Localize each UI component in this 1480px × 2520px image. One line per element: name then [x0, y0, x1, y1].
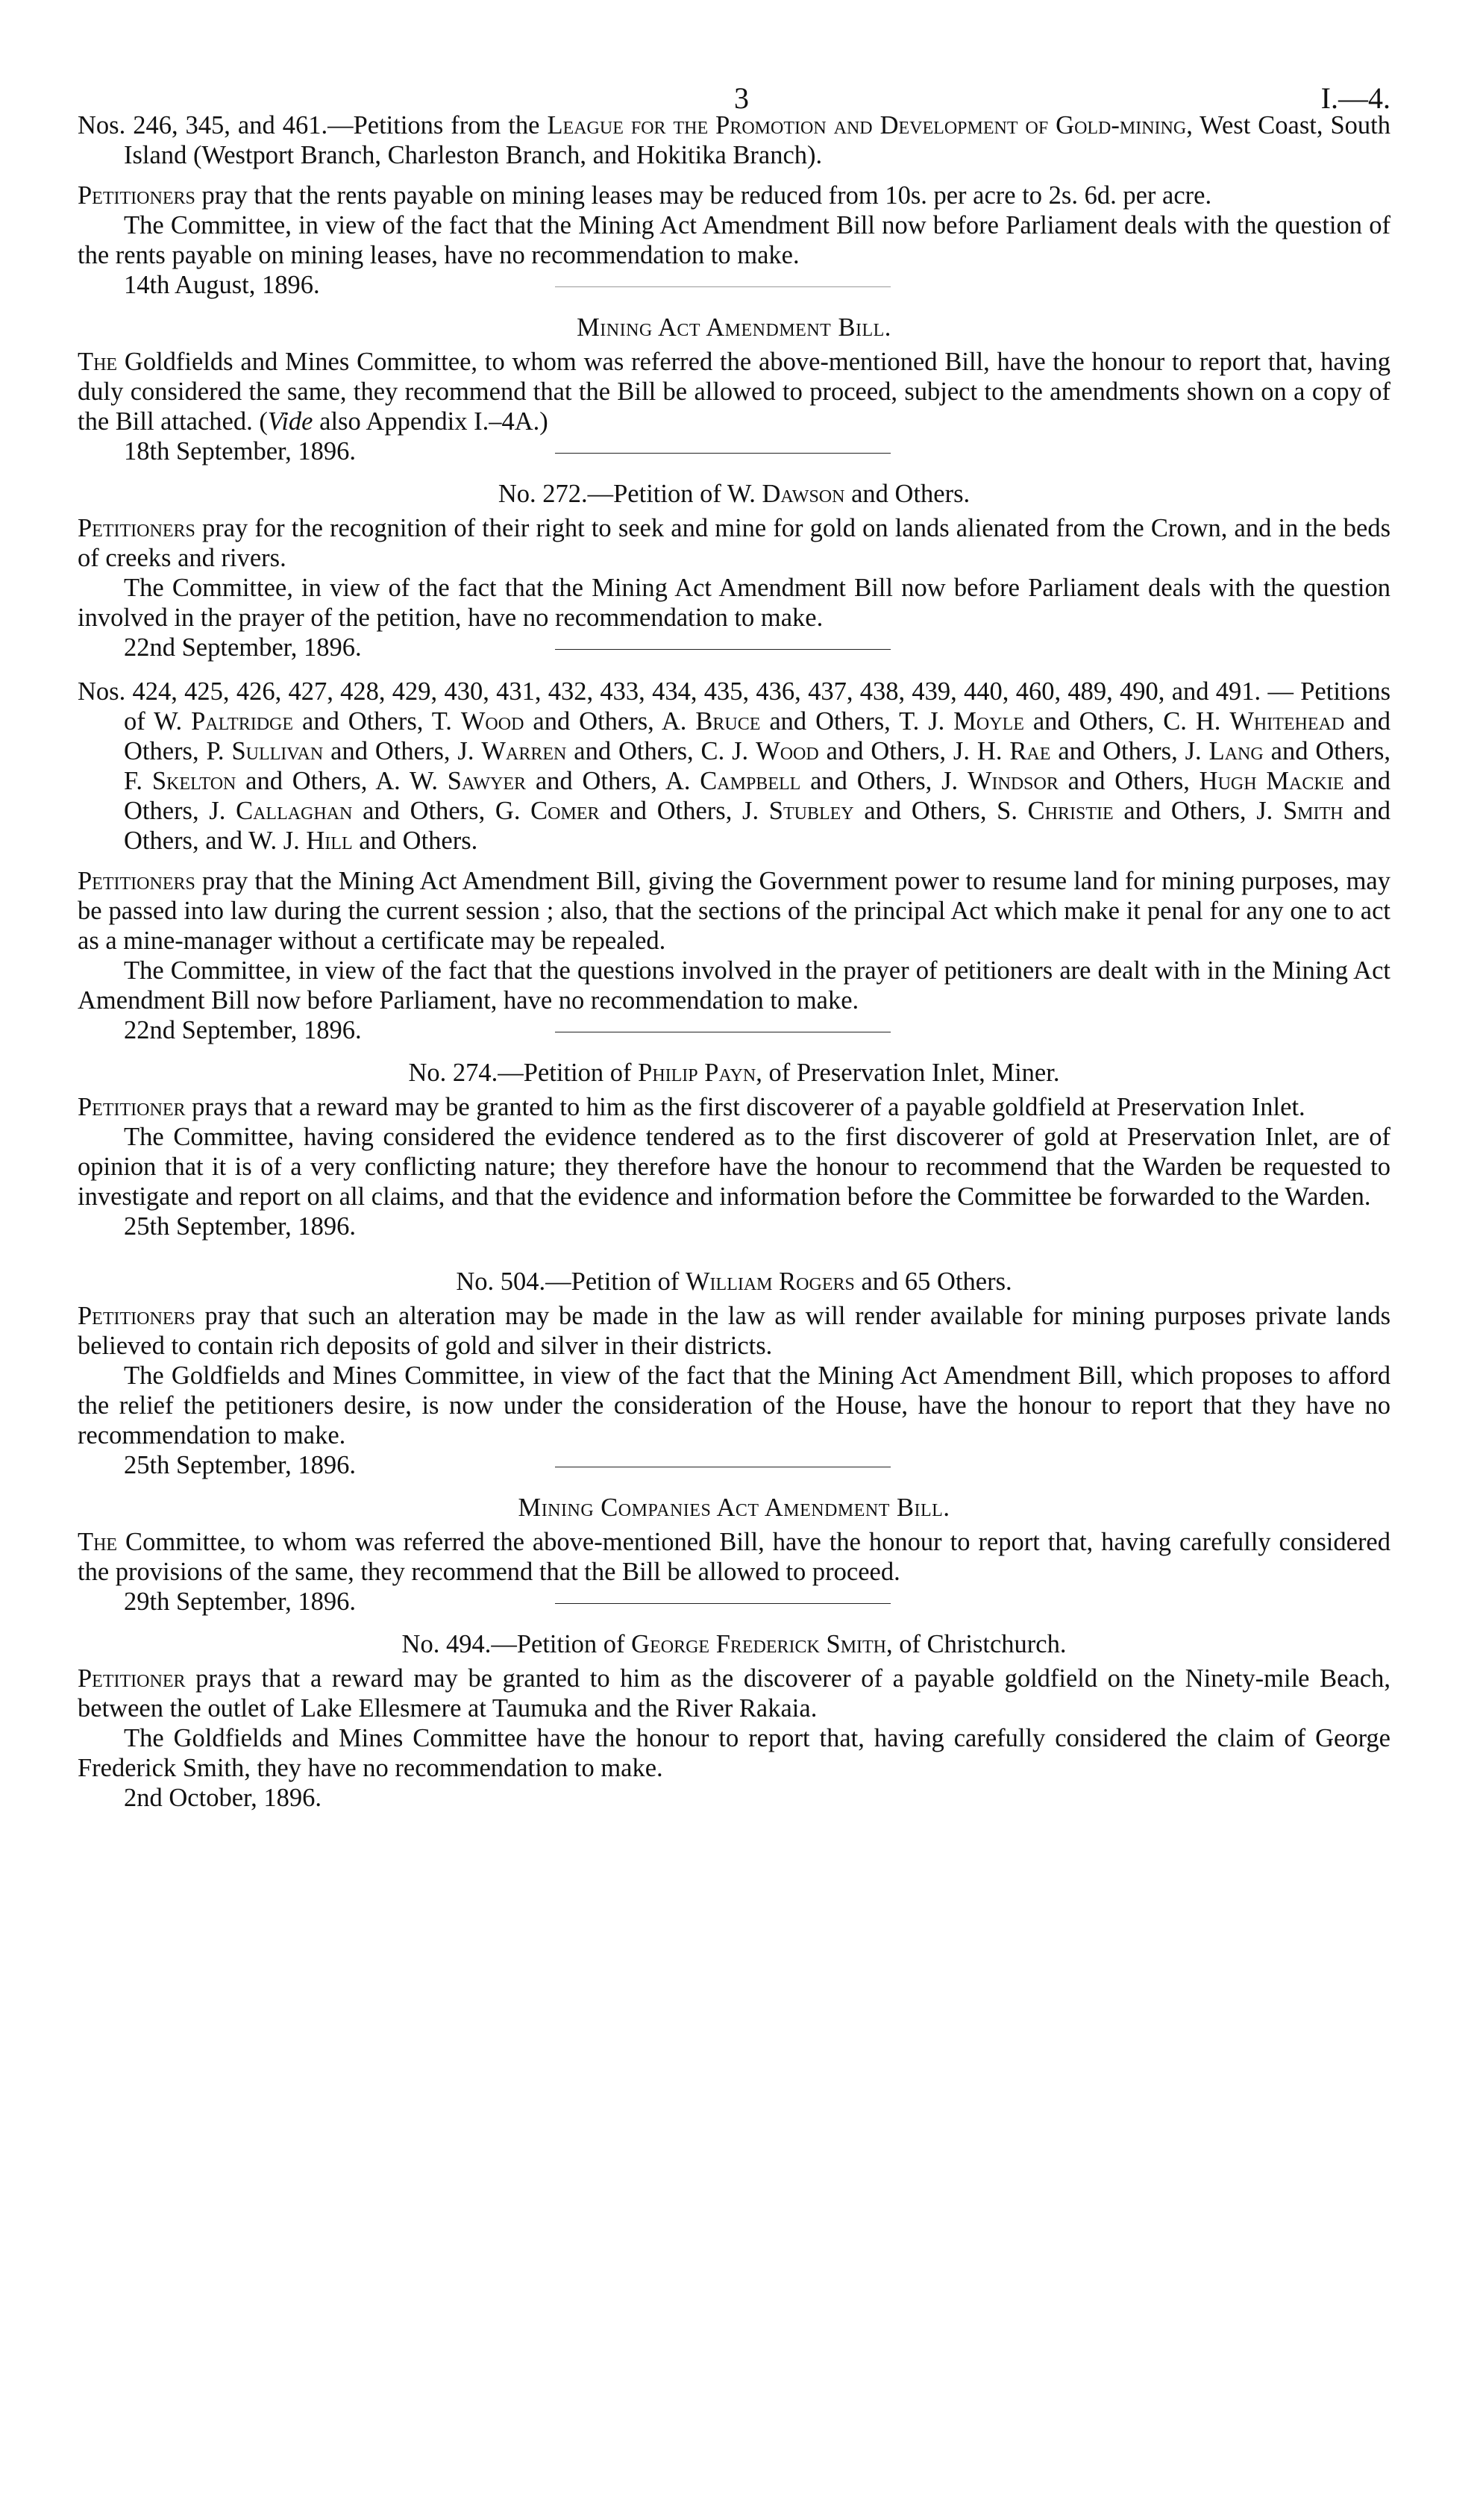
committee-report [78, 347, 1390, 436]
report-date: 14th August, 1896. [124, 271, 320, 299]
heading-text: and Others, and W. J. [124, 797, 1390, 855]
petitioner-name: Stubley [768, 797, 854, 825]
petitioner-name: Wood [756, 737, 819, 765]
petitioner-name: Sawyer [447, 767, 527, 795]
petitioner-name: Bruce [695, 707, 761, 736]
prayer-text: pray that such an alteration may be made in the law as will render available for mining purposes private lands believed to contain rich deposits of gold and silver in their districts. [78, 1302, 1390, 1360]
heading-text: and Others, J. [1050, 737, 1209, 765]
section-mining-companies-act-amendment-bill [78, 1493, 1390, 1616]
heading-text: and Others, J. [323, 737, 482, 765]
prayer-text: prays that a reward may be granted to him as the discoverer of a payable goldfield on the Ninety-mile Beach, between the outlet of Lake Ellesmere at Taumuka and the River Rakaia. [78, 1664, 1390, 1723]
title-text: No. 272.—Petition of W. [498, 480, 762, 508]
heading-text: and Others, C. J. [566, 737, 756, 765]
committee-report: The Goldfields and Mines Committee have the honour to report that, having carefully considered the claim of George Frederick Smith, they have no recommendation to make. [78, 1724, 1390, 1782]
heading-text: and Others. [352, 827, 478, 855]
title-text: No. 274.—Petition of [408, 1059, 639, 1087]
heading-text: Nos. 424, 425, 426, 427, 428, 429, 430, 431, 432, 433, 434, 435, 436, 437, 438, 439, 440, 460, 489, 490, and 491. — Petitions of W. [78, 677, 1390, 736]
petitioner-name: Hugh Mackie [1199, 767, 1344, 795]
report-date: 29th September, 1896. [124, 1587, 356, 1616]
title-text: No. 504.—Petition of [456, 1267, 686, 1296]
petitioner-name: Whitehead [1229, 707, 1345, 736]
petitioner-name: Moyle [953, 707, 1024, 736]
heading-text: and Others, J. [124, 767, 1390, 825]
committee-report: The Committee, in view of the fact that the Mining Act Amendment Bill now before Parliament deals with the question of the rents payable on mining leases, have no recommendation to make. [78, 211, 1390, 269]
page-content [78, 0, 1390, 1813]
section-petitions-424-491 [78, 677, 1390, 1044]
report-text: A [514, 407, 533, 436]
title-text: , of Preservation Inlet, Miner. [756, 1059, 1060, 1087]
report-date: 25th September, 1896. [124, 1451, 356, 1479]
petitioner-name: Lang [1208, 737, 1264, 765]
prayer-lead: Petitioners [78, 867, 195, 895]
heading-text: and Others, J. [599, 797, 769, 825]
page-header [78, 0, 1390, 115]
section-petition-274 [78, 1058, 1390, 1241]
petitioner-name: Callaghan [236, 797, 353, 825]
committee-report: The Goldfields and Mines Committee, in view of the fact that the Mining Act Amendment Bill, which proposes to afford the relief the petitioners desire, is now under the consideration of the House, have the honour to report that they have no recommendation to make. [78, 1361, 1390, 1449]
heading-text: and Others, A. W. [236, 767, 448, 795]
section-petitions-246-345-461 [78, 110, 1390, 299]
petition-prayer [78, 866, 1390, 956]
petitioner-name: Warren [481, 737, 567, 765]
section-title [78, 1629, 1390, 1659]
petition-prayer [78, 513, 1390, 573]
petition-prayer [78, 181, 1390, 210]
petitioner-name: Hill [306, 827, 353, 855]
title-text: , of Christchurch. [886, 1630, 1067, 1658]
divider-rule [555, 1603, 891, 1604]
report-lead: The [78, 1528, 118, 1556]
prayer-text: pray for the recognition of their right to seek and mine for gold on lands alienated from the Crown, and in the beds of creeks and rivers. [78, 514, 1390, 572]
petition-heading [78, 110, 1390, 170]
committee-report: The Committee, in view of the fact that the questions involved in the prayer of petitioners are dealt with in the Mining Act Amendment Bill now before Parliament, have no recommendation to make. [78, 956, 1390, 1015]
petitioner-name: Rae [1009, 737, 1051, 765]
committee-report [78, 1527, 1390, 1587]
heading-text: , West Coast, South Island (Westport Branch, Charleston Branch, and Hokitika Branch). [124, 111, 1390, 169]
page-number: 3 [734, 81, 749, 115]
report-lead: The [78, 348, 118, 376]
section-petition-504 [78, 1267, 1390, 1479]
prayer-lead: Petitioner [78, 1664, 186, 1693]
committee-report: The Committee, in view of the fact that the Mining Act Amendment Bill now before Parliament deals with the question involved in the prayer of the petition, have no recommendation to make. [78, 574, 1390, 632]
section-title [78, 1267, 1390, 1297]
prayer-lead: Petitioners [78, 514, 195, 542]
petition-prayer [78, 1092, 1390, 1122]
document-reference: I.—4. [1320, 81, 1390, 115]
heading-text: and Others, G. [352, 797, 531, 825]
heading-text: and Others, A. [524, 707, 696, 736]
heading-text: and Others, T. [293, 707, 461, 736]
heading-text: Nos. 246, 345, and 461.—Petitions from the [78, 111, 548, 140]
heading-text: and Others, S. [853, 797, 1028, 825]
petitioner-name: William Rogers [685, 1267, 855, 1296]
heading-text: and Others, J. H. [818, 737, 1010, 765]
petitioner-name: Skelton [151, 767, 236, 795]
prayer-text: pray that the rents payable on mining leases may be reduced from 10s. per acre to 2s. 6d. per acre. [195, 181, 1212, 210]
petitioner-name: Wood [460, 707, 524, 736]
heading-text: and Others, J. [800, 767, 968, 795]
committee-report: The Committee, having considered the evidence tendered as to the first discoverer of gold at Preservation Inlet, are of opinion that it is of a very conflicting nature; they therefore have the honour to recommend that the Warden be requested to investigate and report on all claims, and that the evidence and information before the Committee be forwarded to the Warden. [78, 1123, 1390, 1211]
prayer-lead: Petitioner [78, 1093, 186, 1121]
section-title [78, 1058, 1390, 1088]
petitioner-name: Paltridge [191, 707, 294, 736]
petitioner-name: Christie [1027, 797, 1114, 825]
petitioner-name: Philip Payn [638, 1059, 756, 1087]
section-title: Mining Act Amendment Bill. [577, 313, 891, 342]
prayer-lead: Petitioners [78, 181, 195, 210]
petitioner-name: Dawson [762, 480, 845, 508]
petitioner-name: Smith [1282, 797, 1343, 825]
petitioner-name: League for the Promotion and Development of Gold-mining [547, 111, 1187, 140]
petitioner-name: George Frederick Smith [631, 1630, 887, 1658]
petitioner-name: Sullivan [231, 737, 324, 765]
title-text: and Others. [844, 480, 971, 508]
petition-prayer [78, 1664, 1390, 1723]
divider-rule [555, 286, 891, 287]
heading-text: and Others, T. J. [760, 707, 954, 736]
prayer-lead: Petitioners [78, 1302, 195, 1330]
section-mining-act-amendment-bill [78, 313, 1390, 466]
petitioner-name: Comer [530, 797, 600, 825]
petition-prayer [78, 1301, 1390, 1361]
report-date: 2nd October, 1896. [124, 1784, 322, 1812]
title-text: and 65 Others. [854, 1267, 1012, 1296]
petitioner-name: Windsor [967, 767, 1059, 795]
report-date: 22nd September, 1896. [124, 1016, 362, 1044]
heading-text: and Others, F. [124, 737, 1390, 795]
report-text: Goldfields and Mines Committee, to whom was referred the above-mentioned Bill, have the honour to report that, having duly considered the same, they recommend that the Bill be allowed to proceed, subject to the amendments shown on a copy of the Bill attached. ( [78, 348, 1390, 436]
section-petition-272 [78, 479, 1390, 662]
section-petition-494 [78, 1629, 1390, 1813]
report-date: 18th September, 1896. [124, 437, 356, 466]
section-title: Mining Companies Act Amendment Bill. [518, 1493, 950, 1522]
petition-heading [78, 677, 1390, 856]
title-text: No. 494.—Petition of [401, 1630, 632, 1658]
vide-reference: Vide [267, 407, 313, 436]
heading-text: and Others, [1058, 767, 1200, 795]
prayer-text: pray that the Mining Act Amendment Bill, giving the Government power to resume land for mining purposes, may be passed into law during the current session ; also, that the sections of the principal Act which make it penal for any one to act as a mine-manager without a certificate may be repealed. [78, 867, 1390, 955]
heading-text: and Others, A. [526, 767, 700, 795]
report-text: Committee, to whom was referred the above-mentioned Bill, have the honour to report that, having carefully considered the provisions of the same, they recommend that the Bill be allowed to proceed. [78, 1528, 1390, 1586]
report-text: .) [533, 407, 548, 436]
petitioner-name: Campbell [700, 767, 801, 795]
divider-rule [555, 453, 891, 454]
prayer-text: prays that a reward may be granted to him as the first discoverer of a payable goldfield at Preservation Inlet. [185, 1093, 1305, 1121]
report-date: 25th September, 1896. [124, 1212, 356, 1241]
report-date: 22nd September, 1896. [124, 633, 362, 662]
heading-text: and Others, J. [1113, 797, 1283, 825]
report-text: also Appendix I.–4 [313, 407, 515, 436]
section-title [78, 479, 1390, 509]
heading-text: and Others, C. H. [1023, 707, 1230, 736]
heading-text: and Others, P. [124, 707, 1390, 765]
